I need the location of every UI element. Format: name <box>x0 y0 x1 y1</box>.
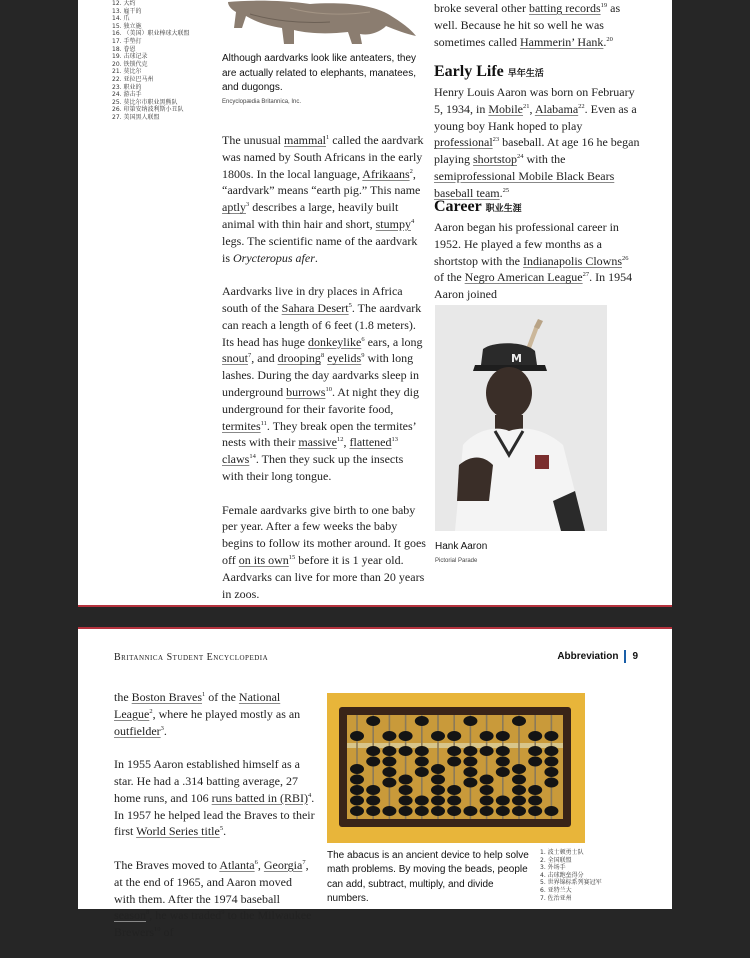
abacus-bead <box>415 746 429 756</box>
abacus-bead <box>528 731 542 741</box>
abacus-bead <box>431 764 445 774</box>
glossary-item: 5. 世界锦标系列赛冠军 <box>540 879 602 887</box>
abacus-bead <box>415 767 429 777</box>
abacus-bead <box>544 746 558 756</box>
abacus-bead <box>480 731 494 741</box>
abacus-bead <box>528 757 542 767</box>
abacus-bead <box>496 757 510 767</box>
caption-credit: Pictorial Parade <box>435 557 478 564</box>
caption-credit: Encyclopædia Britannica, Inc. <box>222 98 302 105</box>
abacus-caption: The abacus is an ancient device to help solve math problems. By moving the beads, people can add, subtract, multiply, and divide numbers. <box>327 850 529 904</box>
abacus-bead <box>496 767 510 777</box>
abacus-bead <box>431 796 445 806</box>
paragraph: Aardvarks live in dry places in Africa south of the Sahara Desert$^5$. The aardvark can reach a length of 6 feet (1.8 meters). Its head has huge donkeylike$^6$ ears, a long snout$^7$, and drooping$^8$ eyelids$^9$ with long lashes. During the day aardvarks sleep in underground burrows$^{10}$. At night they dig underground for their favorite food, termites$^{11}$. They break open the termites’ nests with their massive$^{12}$, flattened$^{13}$ claws$^{14}$. Then they suck up the insects with their long tongue. <box>222 284 423 483</box>
abacus-bead <box>350 731 364 741</box>
abacus-bead <box>415 757 429 767</box>
abacus-bead <box>382 746 396 756</box>
glossary-item: 1. 波士顿勇士队 <box>540 849 584 856</box>
abacus-bead <box>415 796 429 806</box>
abacus-bead <box>512 775 526 785</box>
glossary-item: 18. 眷恩 <box>112 45 136 53</box>
glossary-list <box>540 849 602 902</box>
glossary-item: 16. （美国）职业棒球大联盟 <box>112 30 190 38</box>
abacus-bead <box>463 778 477 788</box>
abacus-bead <box>463 746 477 756</box>
abacus-bead <box>366 806 380 816</box>
early-life-heading <box>434 63 544 81</box>
abacus-bead <box>366 716 380 726</box>
page-bottom-rule <box>78 605 672 607</box>
aardvark-illustration <box>220 0 420 46</box>
abacus-bead <box>447 796 461 806</box>
glossary-list <box>112 0 189 122</box>
abacus-bead <box>463 806 477 816</box>
career-heading <box>434 198 522 216</box>
paragraph: The unusual mammal$^1$ called the aardvark was named by South Africans in the early 1800s. In the local language, Afrikaans$^2$, “aardvark” means “earth pig.” This name aptly$^3$ describes a large, heavily built animal with thin hair and short, stumpy$^4$ legs. The scientific name of the aardvark is Orycteropus afer. <box>222 133 424 265</box>
abacus-bead <box>447 731 461 741</box>
abacus-bead <box>544 806 558 816</box>
caption-text: Although aardvarks look like anteaters, they are actually related to elephants, manatees, and dugongs. <box>222 53 417 93</box>
glossary-item: 23. 职业的 <box>112 83 142 91</box>
abacus-bead <box>512 785 526 795</box>
abacus-bead <box>382 778 396 788</box>
glossary-item: 3. 外场手 <box>540 864 566 872</box>
running-head: Britannica Student Encyclopedia <box>114 652 269 663</box>
heading-cn: 职业生涯 <box>485 204 522 214</box>
abacus-bead <box>431 731 445 741</box>
abacus-bead <box>496 806 510 816</box>
abacus-bead <box>399 796 413 806</box>
abacus-bead <box>528 746 542 756</box>
hank-aaron-caption <box>435 540 607 564</box>
abacus-bead <box>350 796 364 806</box>
abacus-bead <box>512 764 526 774</box>
hank-aaron-intro <box>434 0 640 60</box>
abacus-bead <box>544 731 558 741</box>
abacus-bead <box>382 731 396 741</box>
abacus-bead <box>399 806 413 816</box>
glossary-item: 15. 独立施 <box>112 22 142 30</box>
abacus-bead <box>512 716 526 726</box>
abacus-bead <box>480 796 494 806</box>
abacus-bead <box>528 806 542 816</box>
paragraph: the Boston Braves$^1$ of the National League$^2$, where he played mostly as an outfielder$^3$. <box>114 690 301 738</box>
abacus-bead <box>431 806 445 816</box>
aardvark-article <box>222 132 426 619</box>
heading-text: Career <box>434 198 482 215</box>
abacus-bead <box>480 785 494 795</box>
hank-aaron-photo <box>435 305 607 531</box>
abacus-bead <box>431 775 445 785</box>
page-top <box>78 0 672 607</box>
abacus-bead <box>480 775 494 785</box>
abacus-bead <box>399 775 413 785</box>
caption-text: Hank Aaron <box>435 541 488 552</box>
page-top-rule <box>78 627 672 629</box>
abacus-bead <box>496 731 510 741</box>
paragraph: broke several other batting records$^{19}$ as well. Because he hit so well he was sometimes called Hammerin’ Hank.$^{20}$ <box>434 1 621 49</box>
early-life-text: Henry Louis Aaron was born on February 5, 1934, in Mobile$^{21}$, Alabama$^{22}$. Even as a young boy Hank hoped to play professional$^{23}$ baseball. At age 16 he began playing shortstop$^{24}$ with the semiprofessional Mobile Black Bears baseball team.$^{25}$ <box>434 85 640 200</box>
abacus-bead <box>447 746 461 756</box>
abacus-bead <box>415 716 429 726</box>
glossary-item: 22. 亚拉巴马州 <box>112 75 154 83</box>
svg-text:M: M <box>511 352 522 365</box>
page-bottom <box>78 627 672 940</box>
abacus-bead <box>496 796 510 806</box>
abacus-bead <box>366 746 380 756</box>
glossary-item: 21. 莫比尔 <box>112 68 142 76</box>
abacus-bead <box>399 785 413 795</box>
abacus-bead <box>480 806 494 816</box>
abacus-bead <box>366 785 380 795</box>
abacus-bead <box>382 757 396 767</box>
glossary-item: 26. 印第安纳波利斯小丑队 <box>112 106 184 114</box>
abacus-bead <box>399 746 413 756</box>
paragraph: The Braves moved to Atlanta$^6$, Georgia$^7$, at the end of 1965, and Aaron moved with them. After the 1974 baseball season$^8$, he was traded$^9$ to the Milwaukee Brewers$^{10}$ of <box>114 857 312 940</box>
heading-cn: 早年生活 <box>507 69 544 79</box>
abacus-bead <box>382 806 396 816</box>
glossary-item: 4. 击球跑垒得分 <box>540 871 584 879</box>
glossary-item: 2. 全国联盟 <box>540 856 572 864</box>
glossary-item: 25. 莫比尔市职业黑熊队 <box>112 98 178 106</box>
abacus-bead <box>463 767 477 777</box>
abacus-bead <box>447 785 461 795</box>
glossary-item: 20. 铁锁代克 <box>112 60 148 68</box>
page-header-right <box>557 650 638 663</box>
abacus-bead <box>463 716 477 726</box>
heading-text: Early Life <box>434 63 504 80</box>
abacus-bead <box>544 757 558 767</box>
section-title: Abbreviation <box>557 651 619 662</box>
glossary-item: 6. 亚特兰大 <box>540 886 572 894</box>
abacus-bead <box>350 775 364 785</box>
glossary-item: 19. 击球记录 <box>112 53 148 61</box>
paragraph: Female aardvarks give birth to one baby per year. After a few weeks the baby begins to follow its mother around. It goes off on its own$^{15}$ before it is 1 year old. Aardvarks can live for more than 20 years in zoos. <box>222 502 426 601</box>
abacus-bead <box>447 806 461 816</box>
glossary-item: 17. 手垫打 <box>112 37 142 45</box>
glossary-item: 7. 佐治亚州 <box>540 894 572 902</box>
abacus-bead <box>382 767 396 777</box>
abacus-bead <box>415 806 429 816</box>
header-divider <box>624 650 626 663</box>
abacus-bead <box>350 806 364 816</box>
aardvark-caption <box>222 52 425 105</box>
abacus-bead <box>431 785 445 795</box>
abacus-bead <box>528 796 542 806</box>
hank-aaron-continued <box>114 689 316 958</box>
abacus-bead <box>512 806 526 816</box>
abacus-bead <box>496 746 510 756</box>
paragraph: In 1955 Aaron established himself as a star. He had a .314 batting average, 27 home runs, and 106 runs batted in (RBI)$^4$. In 1957 he helped lead the Braves to their first World Series title$^5$. <box>114 757 315 839</box>
glossary-item: 14. 爪 <box>112 15 130 23</box>
abacus-bead <box>366 757 380 767</box>
abacus-bead <box>350 764 364 774</box>
glossary-item: 12. 大约 <box>112 0 136 7</box>
page-number: 9 <box>632 651 638 662</box>
abacus-bead <box>447 757 461 767</box>
abacus-bead <box>528 785 542 795</box>
abacus-bead <box>512 796 526 806</box>
abacus-photo <box>327 693 585 843</box>
glossary-item: 24. 游击手 <box>112 91 142 99</box>
glossary-item: 13. 雇干的 <box>112 7 142 15</box>
glossary-item: 27. 美国黑人联盟 <box>112 113 160 121</box>
abacus-bead <box>544 767 558 777</box>
career-text: Aaron began his professional career in 1952. He played a few months as a shortstop with the Indianapolis Clowns$^{26}$ of the Negro American League$^{27}$. In 1954 Aaron joined <box>434 220 633 302</box>
abacus-bead <box>463 757 477 767</box>
abacus-bead <box>544 778 558 788</box>
abacus-bead <box>480 746 494 756</box>
abacus-bead <box>350 785 364 795</box>
abacus-bead <box>399 731 413 741</box>
abacus-bead <box>366 796 380 806</box>
